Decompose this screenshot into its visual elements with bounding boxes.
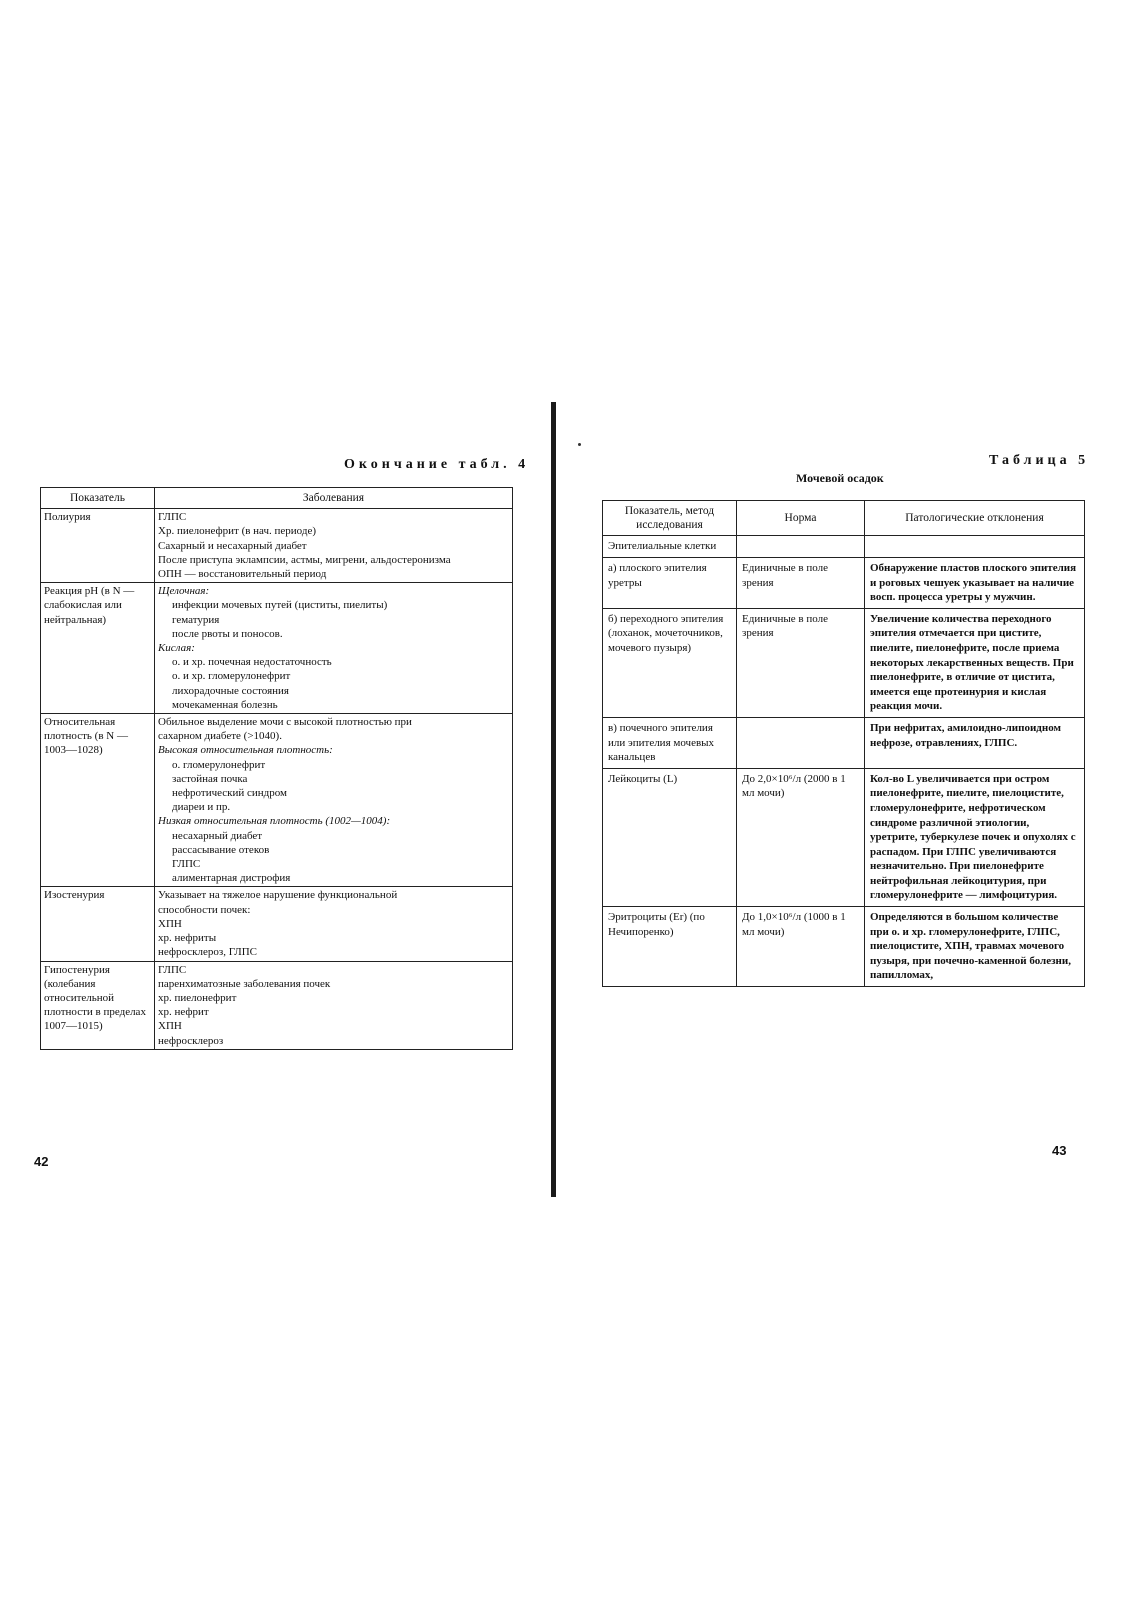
table-row	[41, 961, 513, 1049]
disease-line: гематурия	[172, 613, 220, 626]
indicator-cell: Эритроциты (Er) (по Нечипоренко)	[603, 907, 737, 987]
disease-line: о. и хр. гломерулонефрит	[172, 670, 291, 683]
book-spine	[551, 402, 556, 1197]
table-4	[40, 487, 513, 1050]
disease-line: хр. пиелонефрит	[158, 991, 237, 1004]
pathology-cell	[865, 536, 1085, 558]
right-page	[560, 0, 1131, 1600]
table-row	[603, 558, 1085, 609]
disease-line: застойная почка	[172, 772, 248, 785]
diseases-cell	[155, 961, 513, 1049]
disease-line: Сахарный и несахарный диабет	[158, 539, 307, 552]
indicator-cell: Эпителиальные клетки	[603, 536, 737, 558]
indicator-cell: Изостенурия	[41, 887, 155, 961]
table-row	[603, 907, 1085, 987]
diseases-cell	[155, 583, 513, 714]
table-title: Мочевой осадок	[796, 471, 884, 485]
pathology-cell: Определяются в большом количестве при о. и хр. гломерулонефрите, ГЛПС, пиелоцистите, ХПН, травмах мочевого пузыря, при почечно-каменной болезни, папилломах,	[865, 907, 1085, 987]
diseases-cell	[155, 887, 513, 961]
disease-line: Обильное выделение мочи с высокой плотностью при	[158, 716, 412, 729]
disease-line: Указывает на тяжелое нарушение функциональной	[158, 889, 398, 902]
disease-line: о. и хр. почечная недостаточность	[172, 656, 332, 669]
table-caption: Таблица 5	[989, 453, 1090, 468]
indicator-cell: в) почечного эпителия или эпителия мочевых канальцев	[603, 717, 737, 768]
disease-line: нефросклероз	[158, 1034, 224, 1047]
diseases-cell	[155, 714, 513, 887]
disease-line: нефротический синдром	[172, 787, 288, 800]
table-row	[41, 583, 513, 714]
table-row	[603, 717, 1085, 768]
disease-line: ГЛПС	[158, 511, 187, 524]
disease-line: паренхиматозные заболевания почек	[158, 977, 331, 990]
disease-line: После приступа эклампсии, астмы, мигрени, альдостеронизма	[158, 553, 451, 566]
disease-line: ГЛПС	[172, 858, 201, 871]
indicator-cell: б) переходного эпителия (лоханок, мочеточников, мочевого пузыря)	[603, 608, 737, 717]
disease-line: после рвоты и поносов.	[172, 627, 283, 640]
disease-line: Кислая:	[158, 642, 195, 655]
disease-line: алиментарная дистрофия	[172, 872, 291, 885]
norm-cell: До 2,0×10⁶/л (2000 в 1 мл мочи)	[737, 768, 865, 906]
column-header: Норма	[737, 501, 865, 536]
disease-line: хр. нефрит	[158, 1006, 209, 1019]
norm-cell: Единичные в поле зрения	[737, 608, 865, 717]
disease-line: несахарный диабет	[172, 829, 263, 842]
disease-line: ХПН	[158, 1020, 182, 1033]
disease-line: Щелочная:	[158, 585, 210, 598]
indicator-cell: Полиурия	[41, 509, 155, 583]
page-number: 42	[34, 1154, 49, 1169]
disease-line: рассасывание отеков	[172, 843, 270, 856]
table-row	[603, 608, 1085, 717]
norm-cell: До 1,0×10⁶/л (1000 в 1 мл мочи)	[737, 907, 865, 987]
table-row	[41, 509, 513, 583]
disease-line: о. гломерулонефрит	[172, 758, 266, 771]
norm-cell: Единичные в поле зрения	[737, 558, 865, 609]
table-header-row	[41, 488, 513, 509]
disease-line: ОПН — восстановительный период	[158, 568, 327, 581]
left-page	[0, 0, 550, 1600]
disease-line: Хр. пиелонефрит (в нач. периоде)	[158, 525, 317, 538]
page-number: 43	[1052, 1143, 1067, 1158]
disease-line: мочекаменная болезнь	[172, 698, 278, 711]
disease-line: Высокая относительная плотность:	[158, 744, 333, 757]
norm-cell	[737, 536, 865, 558]
disease-line: инфекции мочевых путей (циститы, пиелиты)	[172, 599, 388, 612]
table-row	[41, 887, 513, 961]
indicator-cell: Гипостенурия (колебания относительной плотности в пределах 1007—1015)	[41, 961, 155, 1049]
indicator-cell: а) плоского эпителия уретры	[603, 558, 737, 609]
disease-line: лихорадочные состояния	[172, 684, 289, 697]
disease-line: сахарном диабете (>1040).	[158, 730, 282, 743]
indicator-cell: Лейкоциты (L)	[603, 768, 737, 906]
table-row	[41, 714, 513, 887]
pathology-cell: Увеличение количества переходного эпителия отмечается при цистите, пиелите, пиелонефрите, после приема некоторых лекарственных веществ. При пиелонефрите, в отличие от цистита, имеется еще протеинурия и кислая реакция мочи.	[865, 608, 1085, 717]
table-5	[602, 500, 1085, 987]
table-row	[603, 536, 1085, 558]
indicator-cell: Реакция pH (в N — слабокислая или нейтральная)	[41, 583, 155, 714]
column-header: Показатель	[41, 488, 155, 509]
column-header: Заболевания	[155, 488, 513, 509]
column-header: Показатель, метод исследования	[603, 501, 737, 536]
disease-line: ХПН	[158, 917, 182, 930]
disease-line: ГЛПС	[158, 963, 187, 976]
diseases-cell	[155, 509, 513, 583]
column-header: Патологические отклонения	[865, 501, 1085, 536]
pathology-cell: Обнаружение пластов плоского эпителия и роговых чешуек указывает на наличие восп. процесса уретры у мужчин.	[865, 558, 1085, 609]
pathology-cell: Кол-во L увеличивается при остром пиелонефрите, пиелите, пиелоцистите, гломерулонефрите, нефротическом синдроме различной этиологии, уретрите, туберкулезе почек и опухолях с распадом. При ГЛПС увеличиваются незначительно. При пиелонефрите нейтрофильная лейкоцитурия, при гломерулонефрите — лимфоцитурия.	[865, 768, 1085, 906]
disease-line: диареи и пр.	[172, 801, 231, 814]
indicator-cell: Относительная плотность (в N — 1003—1028)	[41, 714, 155, 887]
table-header-row	[603, 501, 1085, 536]
disease-line: способности почек:	[158, 903, 251, 916]
disease-line: хр. нефриты	[158, 932, 217, 945]
table-caption: Окончание табл. 4	[344, 457, 530, 472]
norm-cell	[737, 717, 865, 768]
table-row	[603, 768, 1085, 906]
disease-line: Низкая относительная плотность (1002—1004):	[158, 815, 391, 828]
pathology-cell: При нефритах, амилоидно-липоидном нефрозе, отравлениях, ГЛПС.	[865, 717, 1085, 768]
disease-line: нефросклероз, ГЛПС	[158, 946, 258, 959]
